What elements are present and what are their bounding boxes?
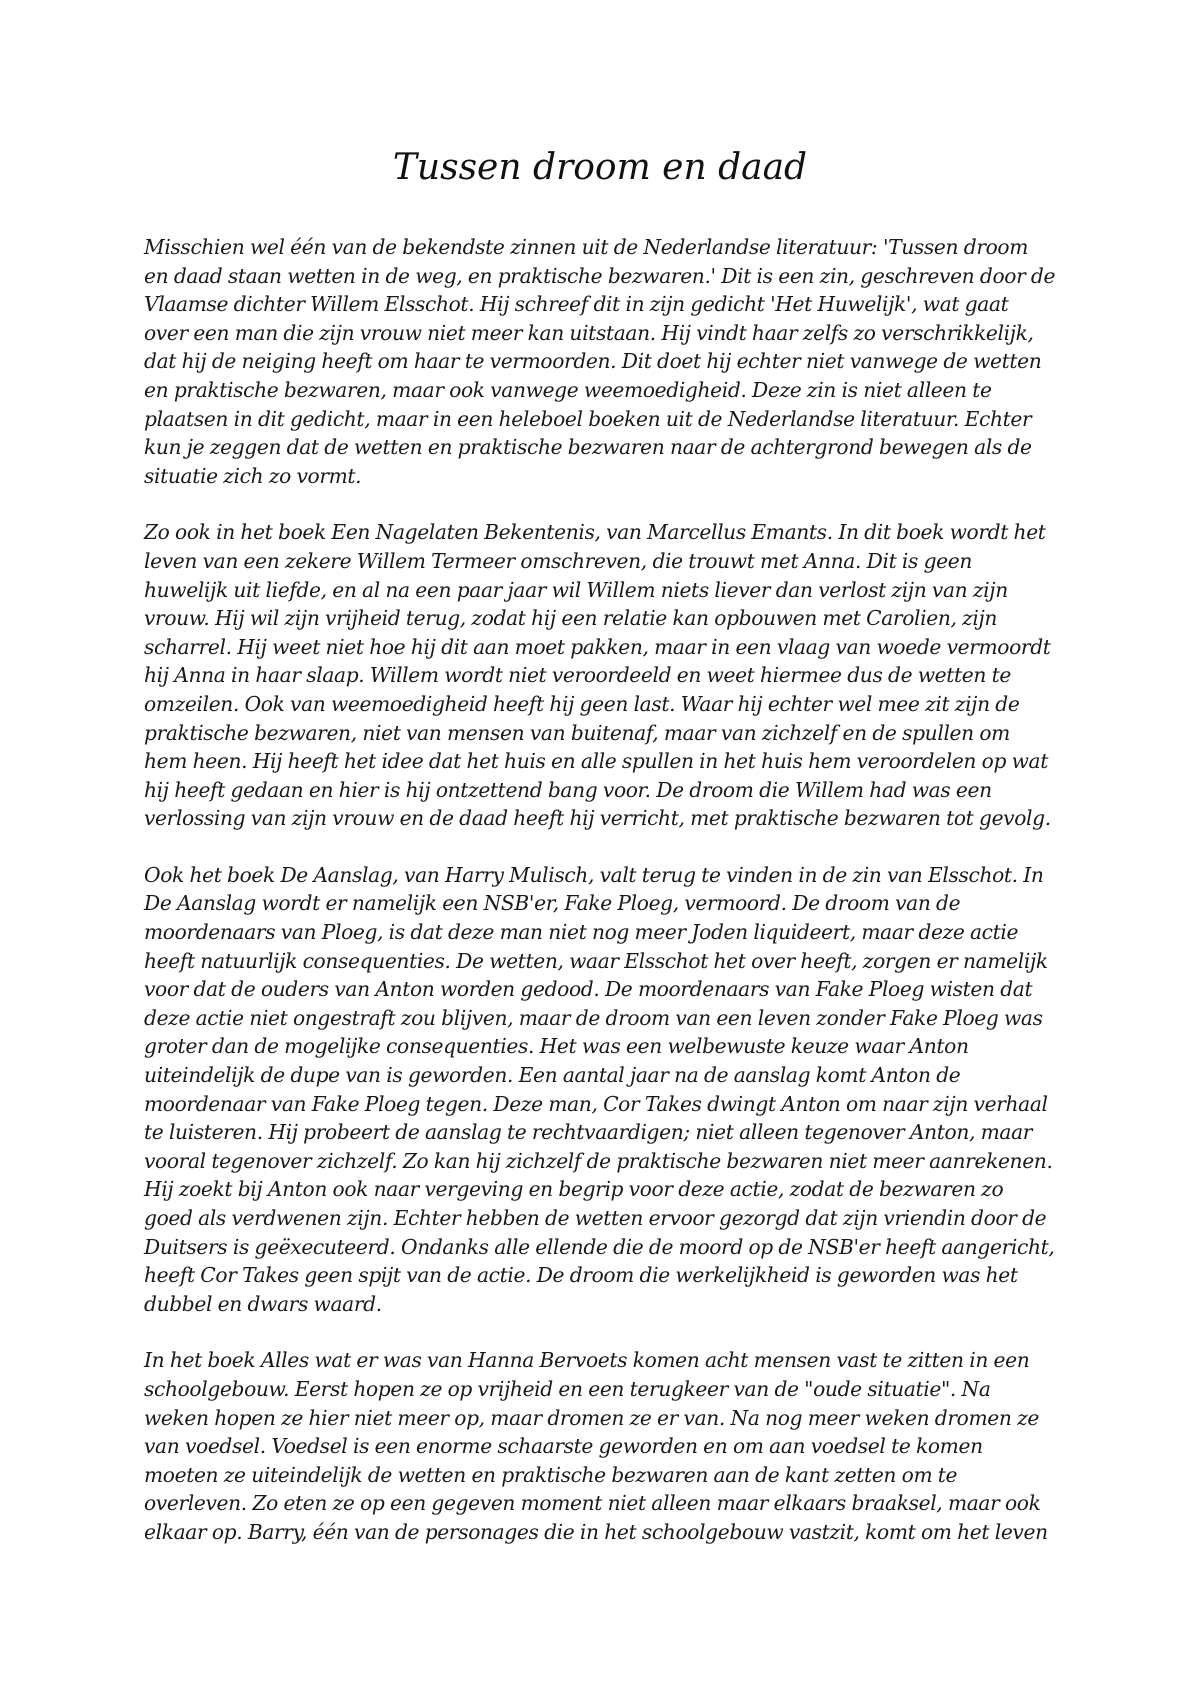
paragraph-intro-elsschot: Misschien wel één van de bekendste zinnen uit de Nederlandse literatuur: 'Tussen droom en daad staan wetten in de weg, en praktische bezwaren.' Dit is een zin, geschreven door de Vlaamse dichter Willem Elsschot. Hij schreef dit in zijn gedicht 'Het Huwelijk', wat gaat over een man die zijn vrouw niet meer kan uitstaan. Hij vindt haar zelfs zo verschrikkelijk, dat hij de neiging heeft om haar te vermoorden. Dit doet hij echter niet vanwege de wetten en praktische bezwaren, maar ook vanwege weemoedigheid. Deze zin is niet alleen te plaatsen in dit gedicht, maar in een heleboel boeken uit de Nederlandse literatuur. Echter kun je zeggen dat de wetten en praktische bezwaren naar de achtergrond bewegen als de situatie zich zo vormt. <box>144 235 1056 488</box>
paragraph-alles-wat-er-was: In het boek Alles wat er was van Hanna Bervoets komen acht mensen vast te zitten in een schoolgebouw. Eerst hopen ze op vrijheid en een terugkeer van de "oude situatie". Na weken hopen ze hier niet meer op, maar dromen ze er van. Na nog meer weken dromen ze van voedsel. Voedsel is een enorme schaarste geworden en om aan voedsel te komen moeten ze uiteindelijk de wetten en praktische bezwaren aan de kant zetten om te overleven. Zo eten ze op een gegeven moment niet alleen maar elkaars braaksel, maar ook elkaar op. Barry, één van de personages die in het schoolgebouw vastzit, komt om het leven <box>144 1348 1048 1544</box>
page-title: Tussen droom en daad <box>392 147 808 188</box>
paragraph-de-aanslag: Ook het boek De Aanslag, van Harry Mulisch, valt terug te vinden in de zin van Elsschot. In De Aanslag wordt er namelijk een NSB'er, Fake Ploeg, vermoord. De droom van de moordenaars van Ploeg, is dat deze man niet nog meer Joden liquideert, maar deze actie heeft natuurlijk consequenties. De wetten, waar Elsschot het over heeft, zorgen er namelijk voor dat de ouders van Anton worden gedood. De moordenaars van Fake Ploeg wisten dat deze actie niet ongestraft zou blijven, maar de droom van een leven zonder Fake Ploeg was groter dan de mogelijke consequenties. Het was een welbewuste keuze waar Anton uiteindelijk de dupe van is geworden. Een aantal jaar na de aanslag komt Anton de moordenaar van Fake Ploeg tegen. Deze man, Cor Takes dwingt Anton om naar zijn verhaal te luisteren. Hij probeert de aanslag te rechtvaardigen; niet alleen tegenover Anton, maar vooral tegenover zichzelf. Zo kan hij zichzelf de praktische bezwaren niet meer aanrekenen. Hij zoekt bij Anton ook naar vergeving en begrip voor deze actie, zodat de bezwaren zo goed als verdwenen zijn. Echter hebben de wetten ervoor gezorgd dat zijn vriendin door de Duitsers is geëxecuteerd. Ondanks alle ellende die de moord op de NSB'er heeft aangericht, heeft Cor Takes geen spijt van de actie. De droom die werkelijkheid is geworden was het dubbel en dwars waard. <box>144 862 1055 1316</box>
paragraph-nagelaten-bekentenis: Zo ook in het boek Een Nagelaten Bekentenis, van Marcellus Emants. In dit boek wordt het leven van een zekere Willem Termeer omschreven, die trouwt met Anna. Dit is geen huwelijk uit liefde, en al na een paar jaar wil Willem niets liever dan verlost zijn van zijn vrouw. Hij wil zijn vrijheid terug, zodat hij een relatie kan opbouwen met Carolien, zijn scharrel. Hij weet niet hoe hij dit aan moet pakken, maar in een vlaag van woede vermoordt hij Anna in haar slaap. Willem wordt niet veroordeeld en weet hiermee dus de wetten te omzeilen. Ook van weemoedigheid heeft hij geen last. Waar hij echter wel mee zit zijn de praktische bezwaren, niet van mensen van buitenaf, maar van zichzelf en de spullen om hem heen. Hij heeft het idee dat het huis en alle spullen in het huis hem veroordelen op wat hij heeft gedaan en hier is hij ontzettend bang voor. De droom die Willem had was een verlossing van zijn vrouw en de daad heeft hij verricht, met praktische bezwaren tot gevolg. <box>144 520 1051 831</box>
